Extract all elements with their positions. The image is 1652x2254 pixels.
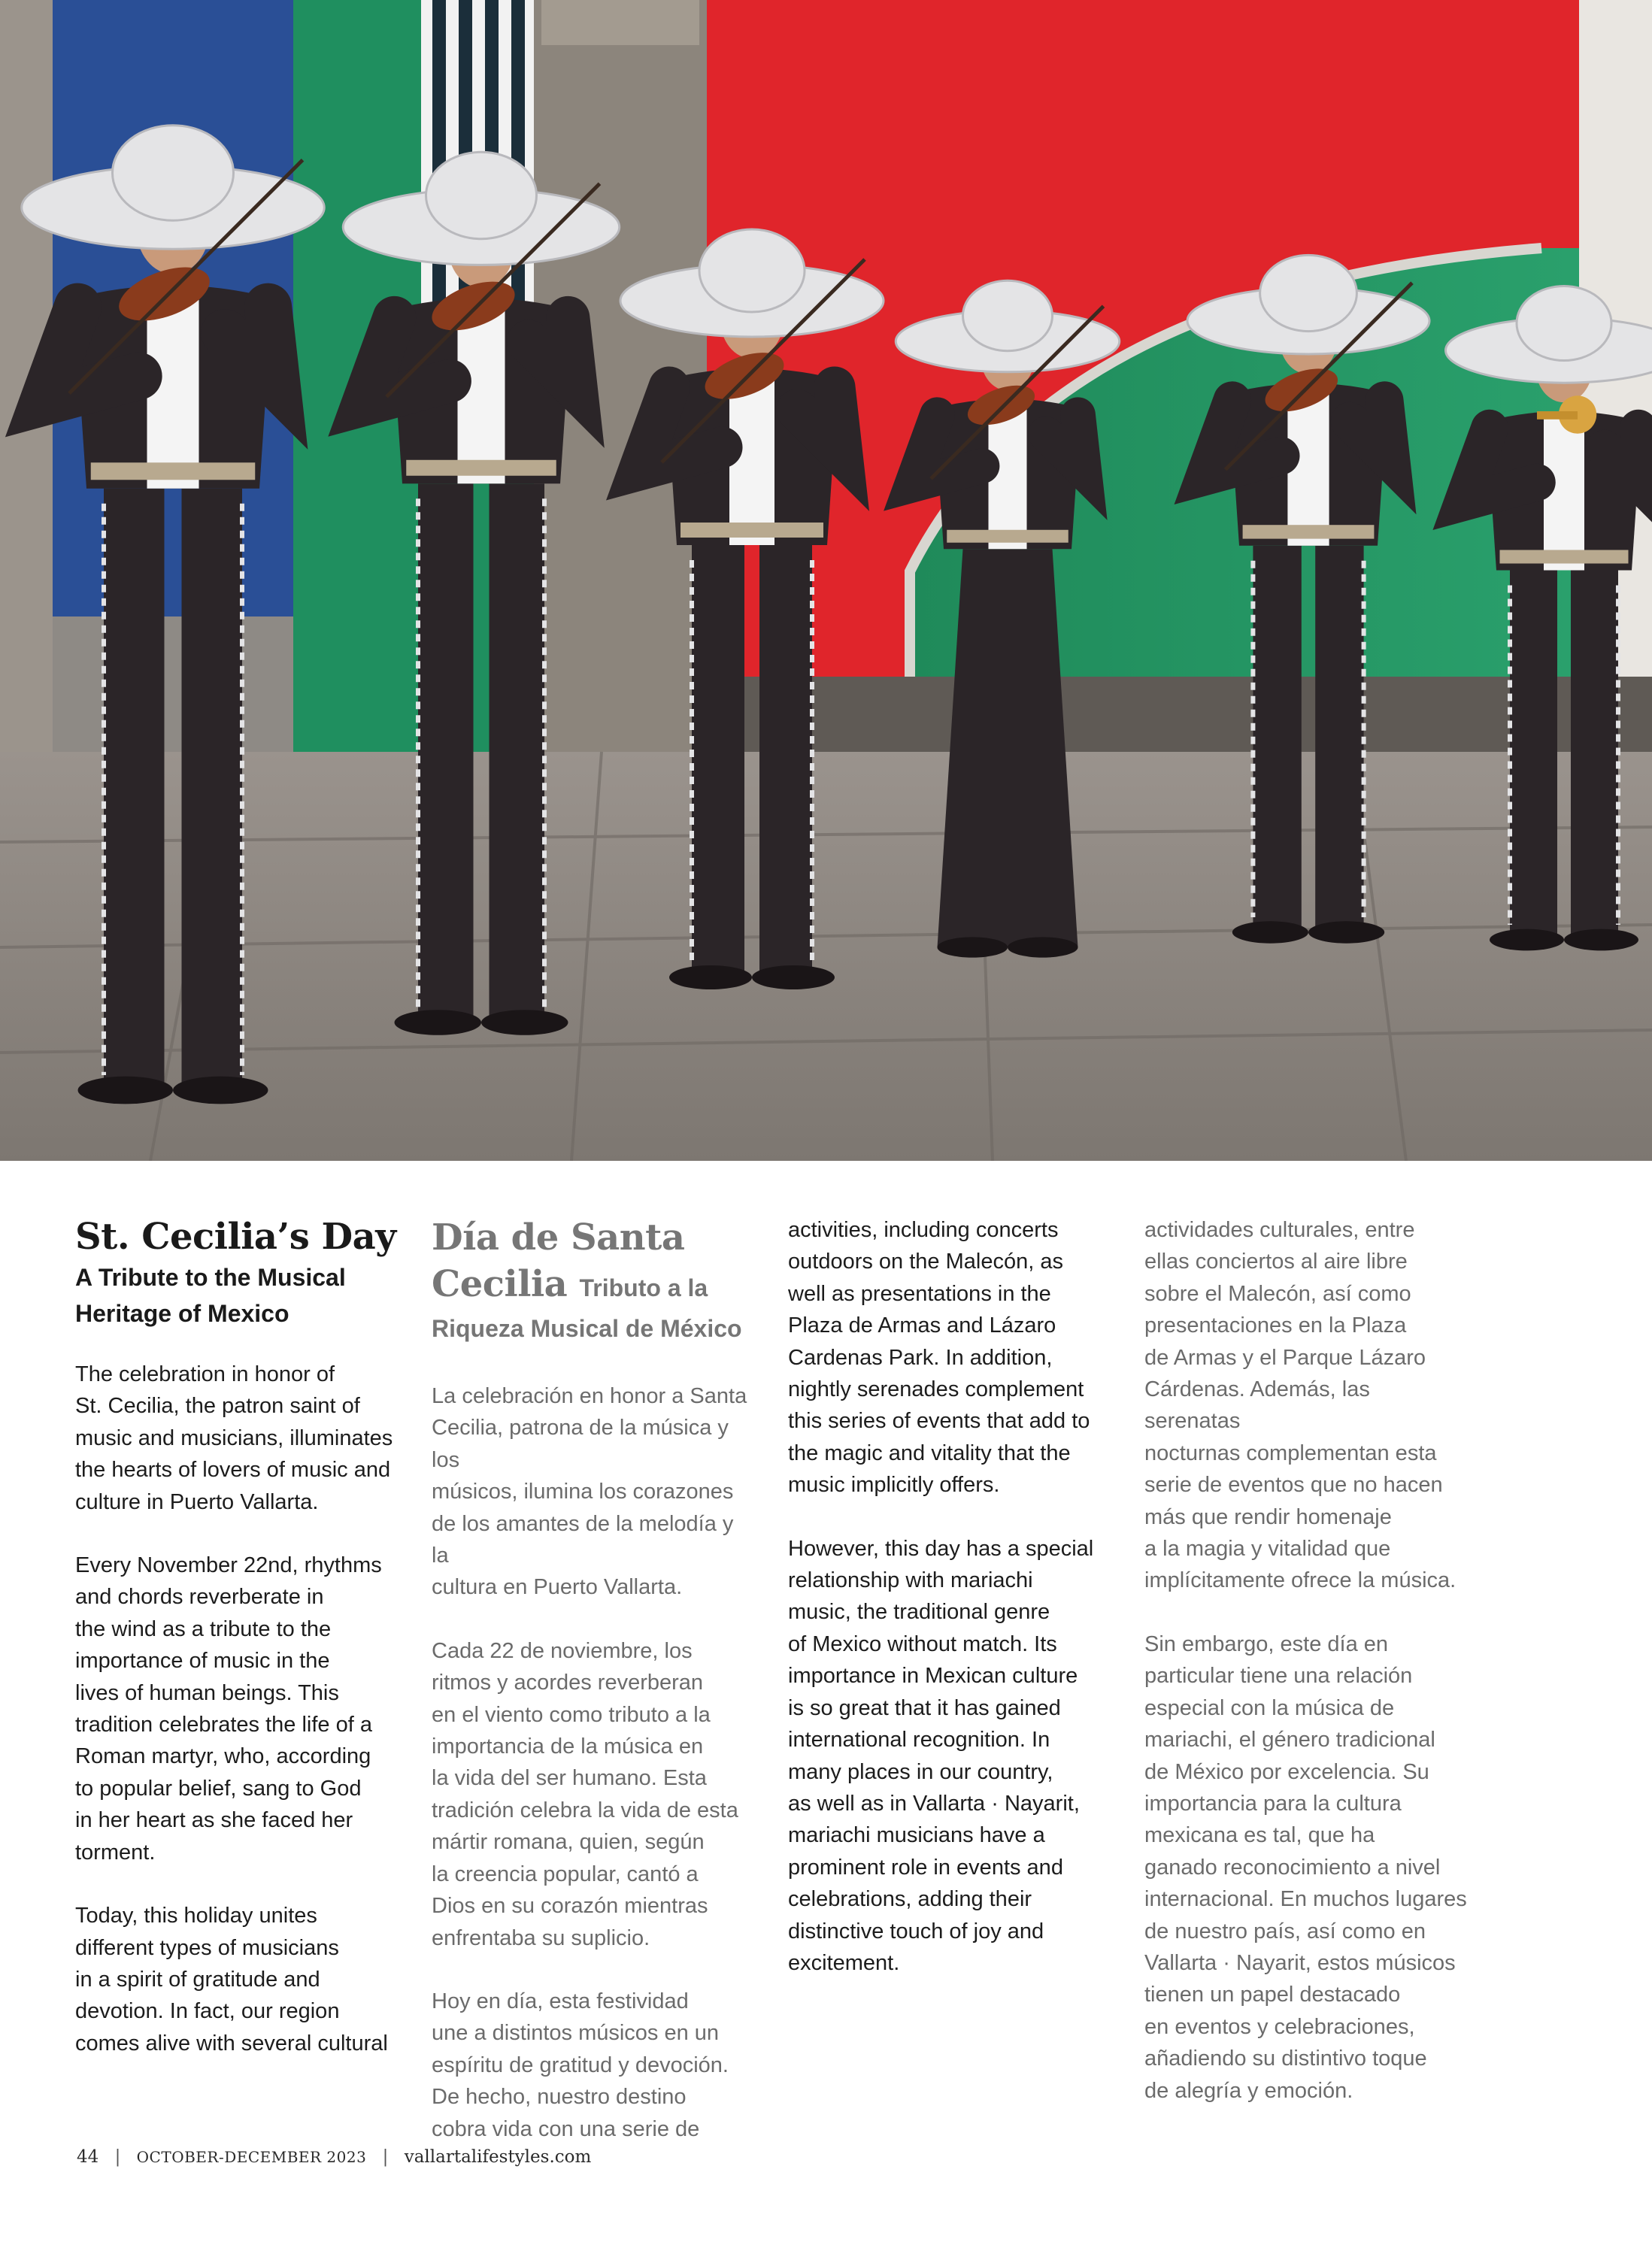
musician-leg [1315, 546, 1363, 932]
musician-leg [1510, 571, 1557, 941]
musician-leg [418, 483, 474, 1022]
sombrero-crown [963, 280, 1053, 351]
sombrero-crown [113, 126, 234, 221]
musician-boot [669, 965, 752, 989]
musician-leg [759, 545, 812, 977]
column-english-1 [75, 1214, 399, 2059]
page-footer [77, 2147, 591, 2167]
musician-boot [395, 1010, 482, 1035]
musician-leg [1253, 546, 1301, 932]
musician-leg [692, 545, 744, 977]
musician-boot [938, 937, 1008, 957]
column-spanish-1 [432, 1214, 755, 2145]
musician-arm [1046, 415, 1084, 473]
musician-leg [104, 489, 165, 1090]
article-subtitle-spanish: Riqueza Musical de México [432, 1315, 742, 1342]
paragraph-english-5: However, this day has a special relationship with mariachi music, the traditional genre of Mexico without match. Its importance in Mexican culture is so great that it has gained international recognition. In many places in our country, as well as in Vallarta · Nayarit, mariachi musicians have a prominent role in events and celebrations, adding their distinctive touch of joy and excitement. [788, 1536, 1094, 1975]
musician-boot [1308, 921, 1384, 943]
article-title-spanish [432, 1214, 755, 1311]
musician-arm [529, 318, 576, 389]
issue-date: OCTOBER-DECEMBER 2023 [136, 2148, 367, 2166]
musician-boot [78, 1077, 174, 1104]
article-subtitle-english-line-1: A Tribute to the Musical [75, 1264, 346, 1291]
sombrero-crown [699, 229, 805, 312]
article-subtitle-spanish-inline: Tributo a la [579, 1274, 708, 1301]
paragraph-english-1: The celebration in honor of St. Cecilia, the patron saint of music and musicians, illuminates the hearts of lovers of music and culture in Puerto Vallarta. [75, 1362, 393, 1514]
musician-boot [752, 965, 835, 989]
musician-leg [182, 489, 243, 1090]
trumpet-pipe [1537, 411, 1578, 420]
musician-boot [1008, 937, 1078, 957]
musician-belt [1243, 525, 1375, 538]
paragraph-spanish-4: actividades culturales, entre ellas conciertos al aire libre sobre el Malecón, así como presentaciones en la Plaza de Armas y el Parque Lázaro Cárdenas. Además, las serenatas nocturnas complementan esta serie de eventos que no hacen más que rendir homenaje a la magia y vitalidad que implícitamente ofrece la música. [1144, 1218, 1456, 1593]
musician-belt [91, 462, 256, 480]
musician-boot [173, 1077, 268, 1104]
musician-boot [1490, 929, 1564, 951]
footer-separator-2: | [382, 2147, 389, 2167]
musician-arm [225, 307, 277, 385]
article-title-spanish-line-2: Cecilia [432, 1263, 568, 1305]
column-spanish-2 [1144, 1214, 1468, 2107]
musician-leg [1571, 571, 1618, 941]
article-subtitle-english-line-2: Heritage of Mexico [75, 1300, 289, 1327]
article-title-spanish-line-1: Día de Santa [432, 1216, 685, 1259]
paragraph-english-3: Today, this holiday unites different types of musicians in a spirit of gratitude and devotion. In fact, our region comes alive with several cultural [75, 1904, 388, 2056]
musician-arm [797, 387, 842, 455]
paragraph-spanish-1: La celebración en honor a Santa Cecilia, patrona de la música y los músicos, ilumina los corazones de los amantes de la melodía y la cultura en Puerto Vallarta. [432, 1384, 747, 1600]
sombrero-crown [1517, 286, 1611, 361]
sombrero-crown [426, 152, 537, 239]
footer-separator-1: | [114, 2147, 121, 2167]
website-link[interactable]: vallartalifestyles.com [404, 2147, 592, 2167]
paragraph-spanish-3: Hoy en día, esta festividad une a distintos músicos en un espíritu de gratitud y devoción. De hecho, nuestro destino cobra vida con una serie de [432, 1989, 729, 2141]
musician-belt [1500, 550, 1629, 564]
column-english-2 [788, 1214, 1111, 1979]
musician-boot [481, 1010, 568, 1035]
musician-boot [1232, 921, 1308, 943]
paragraph-spanish-5: Sin embargo, este día en particular tiene una relación especial con la música de mariachi, el género tradicional de México por excelencia. Su importancia para la cultura mexicana es tal, que ha ganado reconocimiento a nivel internacional. En muchos lugares de nuestro país, así como en Vallarta · Nayarit, estos músicos tienen un papel destacado en eventos y celebraciones, añadiendo su distintivo toque de alegría y emoción. [1144, 1631, 1467, 2103]
musician-leg [490, 483, 545, 1022]
paragraph-english-2: Every November 22nd, rhythms and chords reverberate in the wind as a tribute to the importance of music in the lives of human beings. This tradition celebrates the life of a Roman martyr, who, according to popular belief, sang to God in her heart as she faced her torment. [75, 1553, 382, 1865]
sombrero-crown [1260, 255, 1357, 331]
musician-belt [406, 460, 556, 476]
paragraph-english-4: activities, including concerts outdoors on the Malecón, as well as presentations in the Plaza de Armas and Lázaro Cardenas Park. In addition, nightly serenades complement this series of events that add to the magic and vitality that the music implicitly offers. [788, 1218, 1090, 1498]
musician-boot [1564, 929, 1638, 951]
musician-belt [681, 523, 823, 538]
musician-arm [1605, 429, 1645, 489]
musician-belt [947, 530, 1068, 543]
paragraph-spanish-2: Cada 22 de noviembre, los ritmos y acordes reverberan en el viento como tributo a la importancia de la música en la vida del ser humano. Esta tradición celebra la vida de esta mártir romana, quien, según la creencia popular, cantó a Dios en su corazón mientras enfrentaba su suplicio. [432, 1638, 738, 1950]
musician-arm [1350, 401, 1391, 463]
page-number: 44 [77, 2147, 99, 2167]
article-title-english: St. Cecilia’s Day [75, 1216, 396, 1258]
